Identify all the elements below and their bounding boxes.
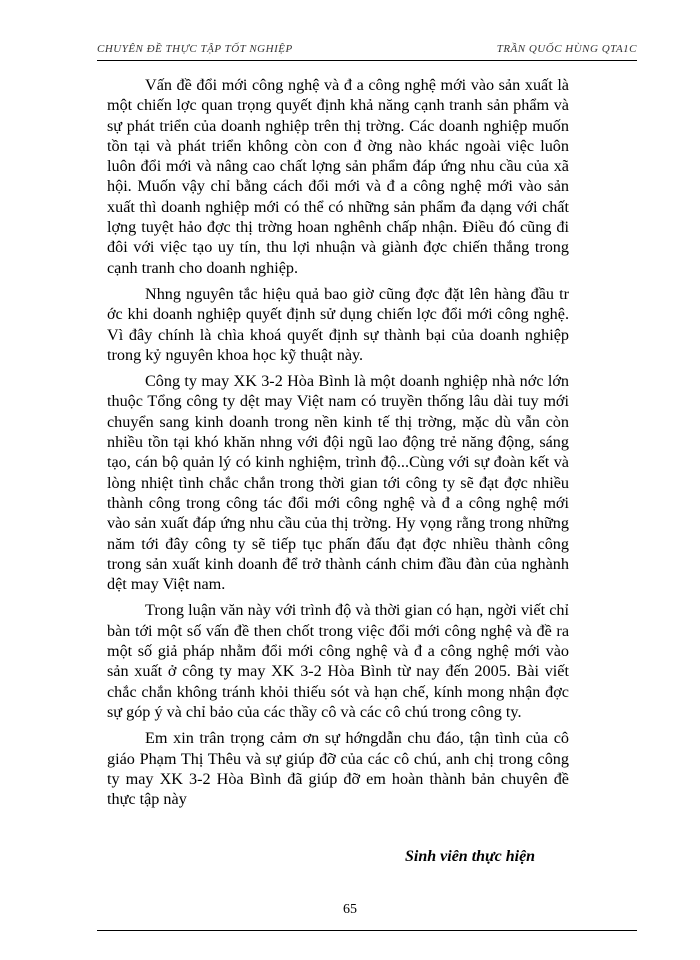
header-right-text: TRẦN QUỐC HÙNG QTA1C <box>496 43 637 55</box>
footer-rule <box>97 930 637 931</box>
page-number: 65 <box>343 902 357 917</box>
header-left-text: CHUYÊN ĐỀ THỰC TẬP TỐT NGHIỆP <box>97 43 293 55</box>
running-header <box>97 43 637 61</box>
paragraph-3: Công ty may XK 3-2 Hòa Bình là một doanh nghiệp nhà nớc lớn thuộc Tổng công ty dệt may Việt nam có truyền thống lâu dài tuy mới chuyển sang kinh doanh trong nền kinh tế thị trờng, mặc dù vẫn còn nhiều tồn tại khó khăn nhng với đội ngũ lao động trẻ năng động, sáng tạo, cán bộ quản lý có kinh nghiệm, trình độ...Cùng với sự đoàn kết và lòng nhiệt tình chắc chắn trong thời gian tới công ty sẽ đạt đợc nhiều thành công trong công tác đổi mới công nghệ và đ a công nghệ mới vào sản xuất đáp ứng nhu cầu của thị trờng. Hy vọng rằng trong những năm tới đây công ty sẽ tiếp tục phấn đấu đạt đợc nhiều thành công trong sản xuất kinh doanh để trở thành cánh chim đầu đàn của nghành dệt may Việt nam. <box>107 372 569 594</box>
paragraph-4: Trong luận văn này với trình độ và thời gian có hạn, ngời viết chỉ bàn tới một số vấn đề then chốt trong việc đổi mới công nghệ và đề ra một số giả pháp nhằm đổi mới công nghệ và đ a công nghệ mới vào sản xuất ở công ty may XK 3-2 Hòa Bình từ nay đến 2005. Bài viết chắc chắn không tránh khỏi thiếu sót và hạn chế, kính mong nhận đợc sự góp ý và chỉ bảo của các thầy cô và các cô chú trong công ty. <box>107 601 569 721</box>
paragraph-5: Em xin trân trọng cảm ơn sự hớngdẫn chu đáo, tận tình của cô giáo Phạm Thị Thêu và sự giúp đỡ của các cô chú, anh chị trong công ty may XK 3-2 Hòa Bình đã giúp đỡ em hoàn thành bản chuyên đề thực tập này <box>107 729 569 809</box>
paragraph-2: Nhng nguyên tắc hiệu quả bao giờ cũng đợc đặt lên hàng đầu tr ớc khi doanh nghiệp quyết định sử dụng chiến lợc đổi mới công nghệ. Vì đây chính là chìa khoá quyết định sự thành bại của doanh nghiệp trong kỷ nguyên khoa học kỹ thuật này. <box>107 284 569 364</box>
header-rule <box>97 60 637 61</box>
paragraph-1: Vấn đề đổi mới công nghệ và đ a công nghệ mới vào sản xuất là một chiến lợc quan trọng quyết định khả năng cạnh tranh sản phẩm và sự phát triển của doanh nghiệp trên thị trờng. Các doanh nghiệp muốn tồn tại và phát triển không còn con đ ờng nào khác ngoài việc luôn luôn đổi mới và nâng cao chất lợng sản phẩm đáp ứng nhu cầu của xã hội. Muốn vậy chỉ bằng cách đổi mới và đ a công nghệ mới vào sản xuất thì doanh nghiệp mới có thể có những sản phẩm đa dạng với chất lợng tuyệt hảo đợc thị trờng hoan nghênh chấp nhận. Điều đó cũng đi đôi với việc tạo uy tín, thu lợi nhuận và giành đợc chiến thắng trong cạnh tranh cho doanh nghiệp. <box>107 76 569 277</box>
signature-line: Sinh viên thực hiện <box>405 848 536 865</box>
document-body <box>107 75 569 815</box>
